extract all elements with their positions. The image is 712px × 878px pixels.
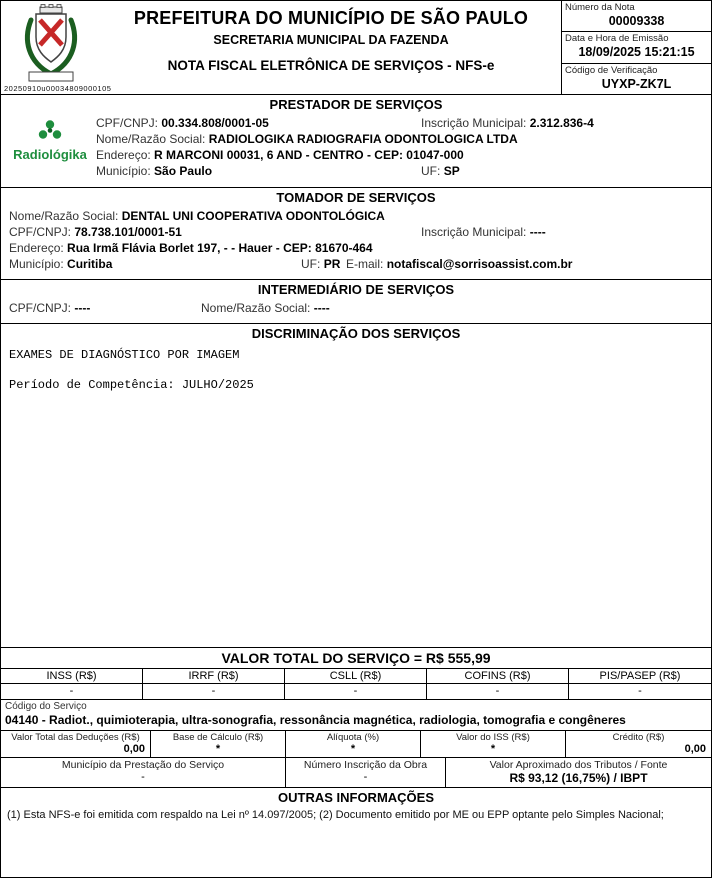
prestador-im-group (421, 116, 594, 130)
discriminacao-body (1, 342, 711, 647)
verificacao-cell (562, 64, 711, 94)
imposto-inss-value: - (69, 685, 74, 697)
rodape-col-municipio (1, 758, 286, 787)
intermediario-fields (1, 298, 711, 323)
prestador-cnpj-label: CPF/CNPJ: (96, 116, 159, 130)
radiologika-logo-text: Radiológika (13, 147, 87, 162)
tomador-cnpj-label: CPF/CNPJ: (9, 225, 72, 239)
rodape-municipio-label: Município da Prestação do Serviço (61, 759, 225, 771)
prestador-uf-group (421, 164, 460, 178)
imposto-col-cofins (427, 669, 569, 699)
valor-total-line: VALOR TOTAL DO SERVIÇO = R$ 555,99 (1, 648, 711, 669)
tomador-nome-value: DENTAL UNI COOPERATIVA ODONTOLÓGICA (121, 209, 385, 223)
verificacao-value: UYXP-ZK7L (601, 76, 672, 91)
prestador-nome-value: RADIOLOGIKA RADIOGRAFIA ODONTOLOGICA LTDA (208, 132, 518, 146)
tomador-im-group (421, 225, 546, 239)
sao-paulo-coat-of-arms-icon (21, 4, 81, 84)
tomador-endereco-row (1, 241, 707, 257)
city-logo-box (1, 1, 101, 94)
tomador-email-group (346, 257, 572, 271)
verificacao-label: Código de Verificação (565, 64, 658, 76)
tomador-endereco-value: Rua Irmã Flávia Borlet 197, - - Hauer - CEP: 81670-464 (67, 241, 373, 255)
rodape-obra-value: - (363, 771, 368, 783)
imposto-inss-label: INSS (R$) (1, 669, 142, 684)
numero-nota-cell (562, 1, 711, 32)
tomador-email-value: notafiscal@sorrisoassist.com.br (386, 257, 573, 271)
rodape-obra-label: Número Inscrição da Obra (303, 759, 428, 771)
deducoes-col-aliquota (286, 731, 421, 757)
rodape-col-tributos (446, 758, 711, 787)
intermediario-nome-label: Nome/Razão Social: (201, 301, 311, 315)
control-code: 20250910u00034809000105 (4, 84, 112, 93)
prestador-endereco-value: R MARCONI 00031, 6 AND - CENTRO - CEP: 01047-000 (154, 148, 464, 162)
deducoes-base-value: * (215, 743, 221, 755)
imposto-col-irrf (143, 669, 285, 699)
tomador-cnpj-row (1, 225, 707, 241)
tomador-fields (1, 206, 711, 279)
intermediario-nome-value: ---- (313, 301, 330, 315)
deducoes-credito-value: 0,00 (684, 743, 706, 755)
prestador-nome-row (1, 132, 707, 148)
tomador-cnpj-value: 78.738.101/0001-51 (74, 225, 182, 239)
prestador-im-value: 2.312.836-4 (529, 116, 594, 130)
intermediario-row (1, 301, 707, 317)
deducoes-iss-label: Valor do ISS (R$) (456, 732, 530, 743)
prestador-section-title: PRESTADOR DE SERVIÇOS (269, 97, 443, 112)
intermediario-nome-group (201, 301, 330, 315)
prestador-nome-label: Nome/Razão Social: (96, 132, 206, 146)
imposto-cofins-value: - (495, 685, 500, 697)
prestador-endereco-row (1, 148, 707, 164)
prestador-cnpj-value: 00.334.808/0001-05 (161, 116, 269, 130)
intermediario-cnpj-value: ---- (74, 301, 91, 315)
deducoes-table (1, 731, 711, 758)
rodape-municipio-value: - (141, 771, 145, 783)
rodape-tributos-label: Valor Aproximado dos Tributos / Fonte (489, 759, 668, 771)
imposto-pispasep-value: - (638, 685, 642, 697)
tomador-nome-row (1, 209, 707, 225)
imposto-pispasep-label: PIS/PASEP (R$) (569, 669, 711, 684)
outras-informacoes-title: OUTRAS INFORMAÇÕES (278, 790, 434, 805)
imposto-cofins-label: COFINS (R$) (427, 669, 568, 684)
prestador-section (1, 95, 711, 188)
prestador-cnpj-row (1, 116, 707, 132)
rodape-tributos-value: R$ 93,12 (16,75%) / IBPT (509, 771, 648, 785)
rodape-table (1, 758, 711, 788)
nota-info-box (561, 1, 711, 94)
tomador-uf-label: UF: (301, 257, 321, 271)
deducoes-col-iss (421, 731, 566, 757)
numero-nota-label: Número da Nota (565, 2, 635, 13)
imposto-col-inss (1, 669, 143, 699)
nfse-title: NOTA FISCAL ELETRÔNICA DE SERVIÇOS - NFS-e (167, 58, 495, 73)
tomador-section (1, 188, 711, 280)
deducoes-base-label: Base de Cálculo (R$) (172, 732, 264, 743)
deducoes-aliquota-value: * (350, 743, 356, 755)
discriminacao-section-title: DISCRIMINAÇÃO DOS SERVIÇOS (251, 326, 461, 341)
imposto-irrf-label: IRRF (R$) (143, 669, 284, 684)
prestador-municipio-value: São Paulo (154, 164, 213, 178)
prestador-endereco-label: Endereço: (96, 148, 151, 162)
tomador-section-title: TOMADOR DE SERVIÇOS (276, 190, 436, 205)
codigo-servico-label: Código do Serviço (5, 701, 87, 712)
deducoes-col-total (1, 731, 151, 757)
intermediario-section-title: INTERMEDIÁRIO DE SERVIÇOS (257, 282, 455, 297)
rodape-col-obra (286, 758, 446, 787)
tomador-im-label: Inscrição Municipal: (421, 225, 527, 239)
emissao-value: 18/09/2025 15:21:15 (578, 45, 695, 60)
tomador-im-value: ---- (529, 225, 546, 239)
tomador-uf-value: PR (323, 257, 341, 271)
discriminacao-line2: Período de Competência: JULHO/2025 (9, 378, 254, 392)
tomador-municipio-label: Município: (9, 257, 64, 271)
deducoes-total-label: Valor Total das Deduções (R$) (11, 732, 140, 743)
tomador-municipio-row (1, 257, 707, 273)
tomador-endereco-label: Endereço: (9, 241, 64, 255)
imposto-col-pispasep (569, 669, 711, 699)
emissao-cell (562, 32, 711, 63)
discriminacao-line1: EXAMES DE DIAGNÓSTICO POR IMAGEM (9, 348, 240, 362)
tomador-municipio-value: Curitiba (67, 257, 113, 271)
prestador-municipio-label: Município: (96, 164, 151, 178)
imposto-col-csll (285, 669, 427, 699)
deducoes-col-credito (566, 731, 711, 757)
codigo-servico-section (1, 700, 711, 731)
outras-informacoes-text: (1) Esta NFS-e foi emitida com respaldo na Lei nº 14.097/2005; (2) Documento emitido por ME ou EPP optante pelo Simples Nacional; (7, 809, 664, 821)
intermediario-cnpj-label: CPF/CNPJ: (9, 301, 72, 315)
secretaria-subtitle: SECRETARIA MUNICIPAL DA FAZENDA (213, 33, 449, 47)
imposto-csll-value: - (353, 685, 358, 697)
outras-informacoes-section (1, 788, 711, 828)
header-titles (101, 1, 561, 94)
prestador-uf-label: UF: (421, 164, 441, 178)
numero-nota-value: 00009338 (608, 14, 665, 28)
discriminacao-section (1, 324, 711, 648)
prestador-uf-value: SP (443, 164, 460, 178)
imposto-csll-label: CSLL (R$) (285, 669, 426, 684)
document-header (1, 1, 711, 95)
deducoes-total-value: 0,00 (123, 743, 145, 755)
emissao-label: Data e Hora de Emissão (565, 33, 669, 45)
prestador-municipio-row (1, 164, 707, 180)
tomador-nome-label: Nome/Razão Social: (9, 209, 119, 223)
deducoes-col-base (151, 731, 286, 757)
imposto-irrf-value: - (211, 685, 216, 697)
prefeitura-title: PREFEITURA DO MUNICÍPIO DE SÃO PAULO (133, 8, 529, 28)
intermediario-section (1, 280, 711, 324)
prestador-fields (1, 113, 711, 187)
deducoes-aliquota-label: Alíquota (%) (326, 732, 380, 743)
tomador-email-label: E-mail: (346, 257, 384, 271)
prestador-im-label: Inscrição Municipal: (421, 116, 527, 130)
impostos-table (1, 669, 711, 700)
deducoes-credito-label: Crédito (R$) (612, 732, 665, 743)
deducoes-iss-value: * (490, 743, 496, 755)
codigo-servico-value: 04140 - Radiot., quimioterapia, ultra-sonografia, ressonância magnética, radiologia, tomografia e congêneres (5, 713, 626, 727)
tomador-uf-group (301, 257, 340, 271)
